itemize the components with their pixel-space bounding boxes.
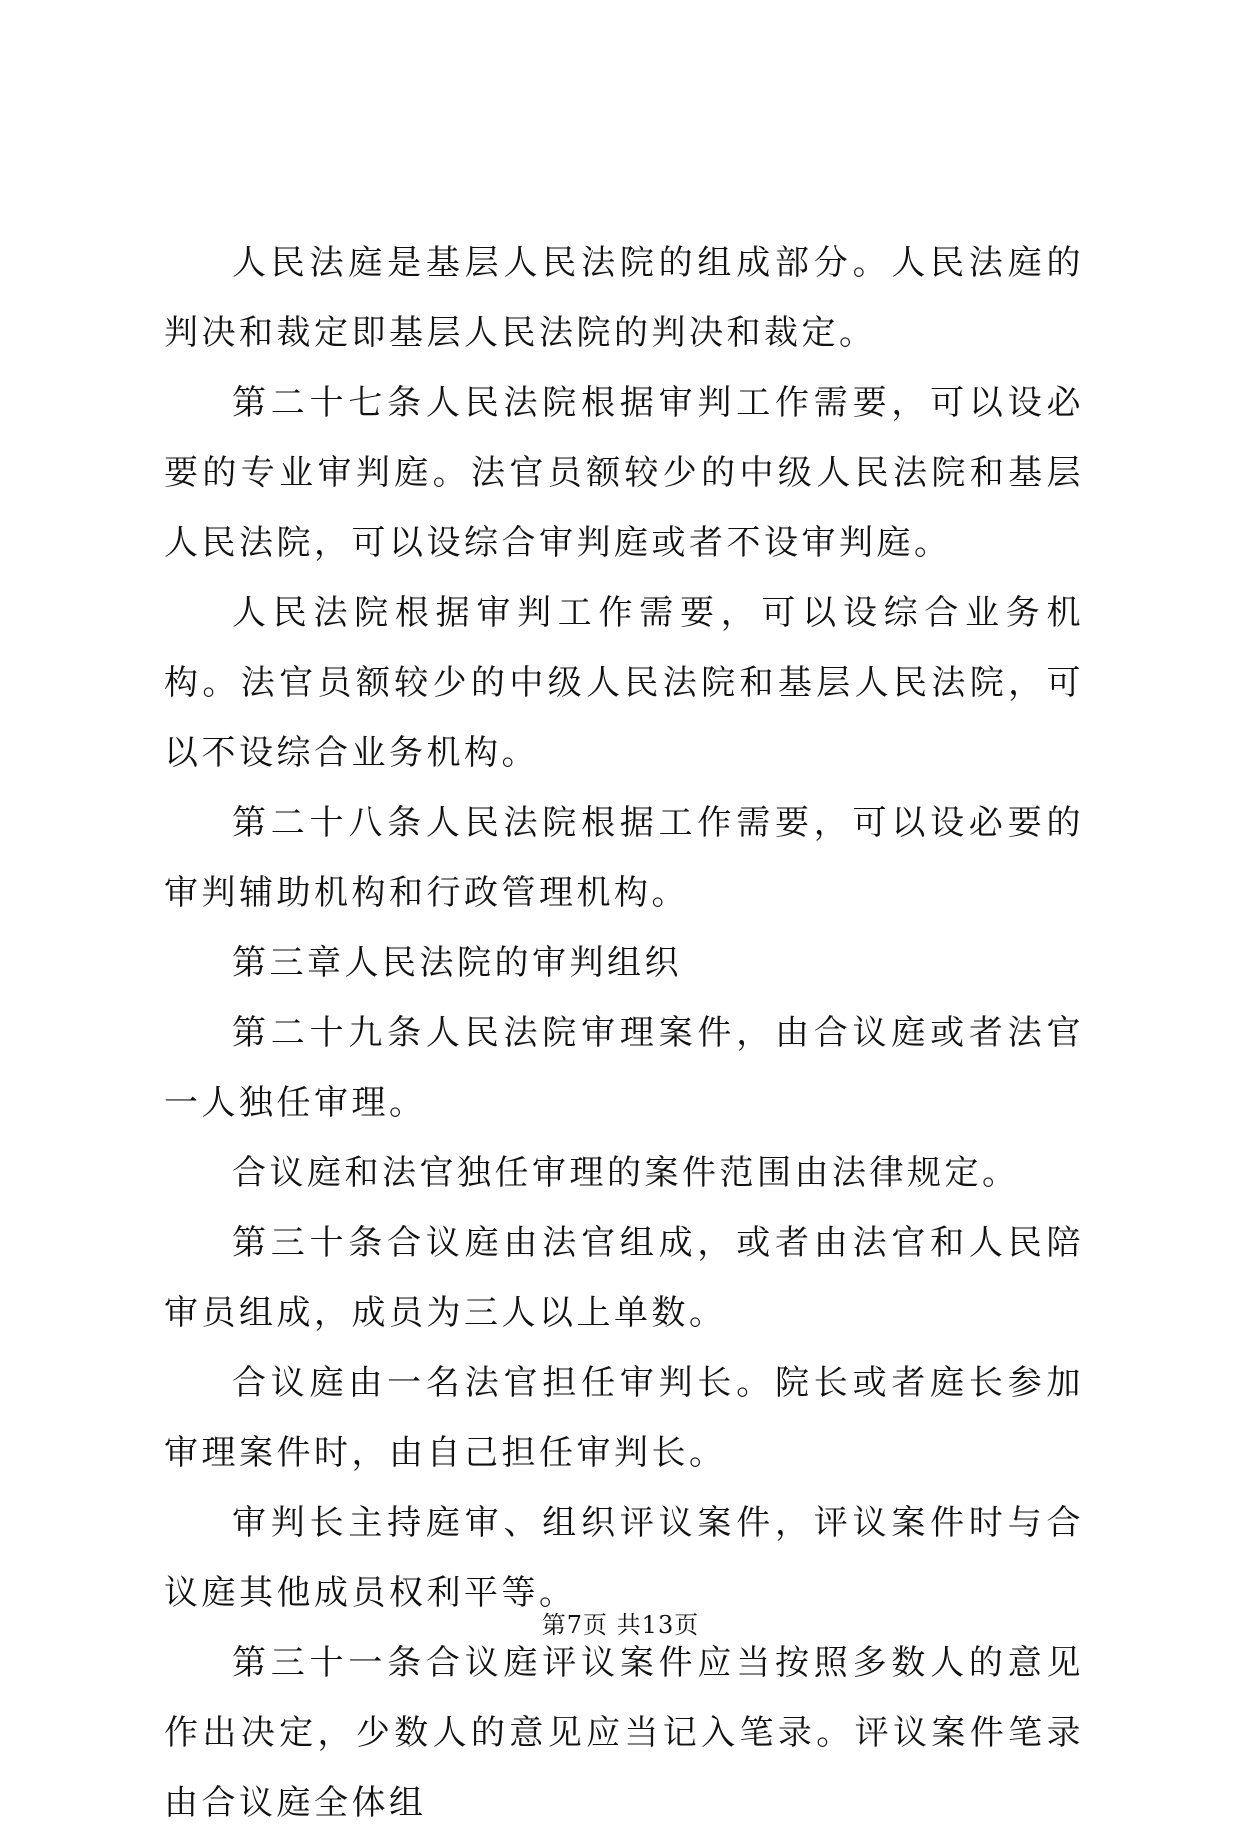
document-body (164, 228, 1084, 1838)
paragraph-7: 合议庭和法官独任审理的案件范围由法律规定。 (232, 1153, 1020, 1193)
chapter-heading: 第三章人民法院的审判组织 (232, 943, 682, 983)
paragraph-11: 第三十一条合议庭评议案件应当按照多数人的意见作出决定，少数人的意见应当记入笔录。评议案件笔录由合议庭全体组 (164, 1643, 1084, 1823)
paragraph-6: 第二十九条人民法院审理案件，由合议庭或者法官一人独任审理。 (164, 1013, 1084, 1123)
paragraph-8: 第三十条合议庭由法官组成，或者由法官和人民陪审员组成，成员为三人以上单数。 (164, 1223, 1084, 1333)
paragraph-1: 人民法庭是基层人民法院的组成部分。人民法庭的判决和裁定即基层人民法院的判决和裁定。 (164, 243, 1084, 353)
paragraph-2: 第二十七条人民法院根据审判工作需要，可以设必要的专业审判庭。法官员额较少的中级人民法院和基层人民法院，可以设综合审判庭或者不设审判庭。 (164, 383, 1084, 563)
page-footer (0, 1610, 1241, 1640)
paragraph-4: 第二十八条人民法院根据工作需要，可以设必要的审判辅助机构和行政管理机构。 (164, 803, 1084, 913)
paragraph-3: 人民法院根据审判工作需要，可以设综合业务机构。法官员额较少的中级人民法院和基层人民法院，可以不设综合业务机构。 (164, 593, 1084, 773)
paragraph-10: 审判长主持庭审、组织评议案件，评议案件时与合议庭其他成员权利平等。 (164, 1503, 1084, 1613)
page-number-label: 第7页 共13页 (541, 1611, 700, 1639)
paragraph-9: 合议庭由一名法官担任审判长。院长或者庭长参加审理案件时，由自己担任审判长。 (164, 1363, 1084, 1473)
